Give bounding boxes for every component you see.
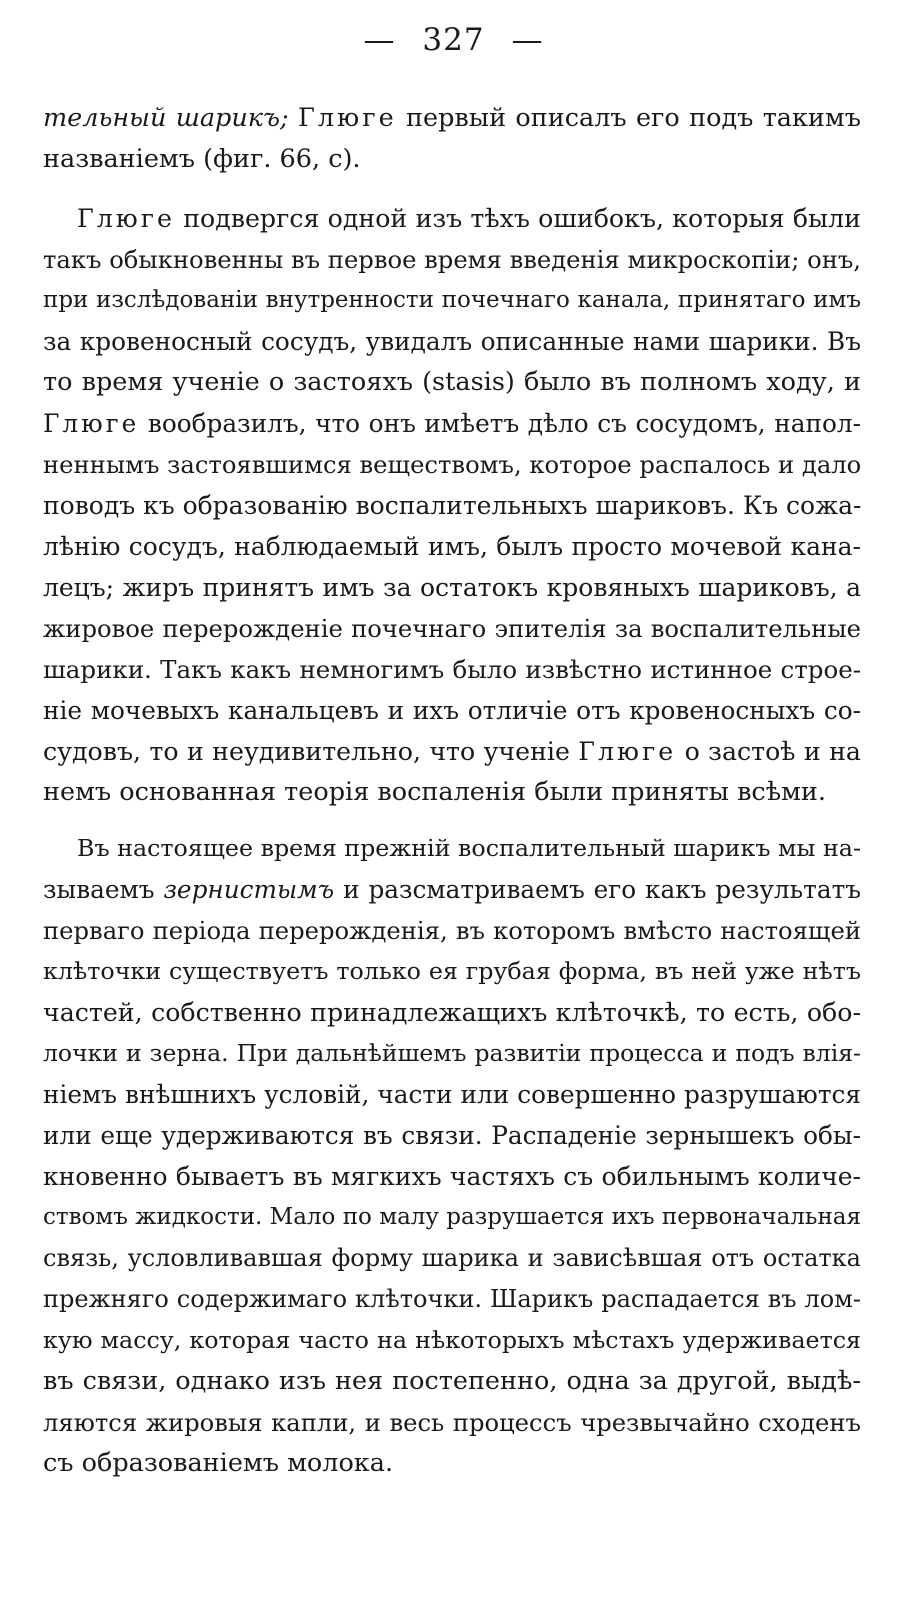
text-line: такъ обыкновенны въ первое время введенія микроскопіи; онъ, <box>43 245 861 274</box>
text-line: лецъ; жиръ принятъ имъ за остатокъ кровяныхъ шариковъ, а <box>43 573 861 602</box>
text-fragment: первый описалъ его подъ такимъ <box>406 103 861 133</box>
text-line: лочки и зерна. При дальнѣйшемъ развитіи процесса и подъ влія- <box>43 1039 861 1067</box>
text-line: неннымъ застоявшимся веществомъ, которое распалось и дало <box>43 450 862 479</box>
text-line <box>43 731 861 772</box>
page-number: 327 <box>422 22 485 58</box>
paragraph-1 <box>43 98 861 180</box>
text-line: ляются жировыя капли, и весь процессъ чрезвычайно сходенъ <box>43 1408 861 1437</box>
text-line <box>43 98 861 139</box>
text-line: перваго періода перерожденія, въ которомъ вмѣсто настоящей <box>43 916 861 945</box>
text-line: ніемъ внѣшнихъ условій, части или совершенно разрушаются <box>43 1080 861 1109</box>
text-line: жировое перерожденіе почечнаго эпителія за воспалительные <box>43 614 861 643</box>
author-name: Глюге <box>578 737 677 766</box>
italic-term: тельный шарикъ; <box>43 103 289 133</box>
author-name: Глюге <box>77 204 175 233</box>
text-line: лѣнію сосудъ, наблюдаемый имъ, былъ просто мочевой кана- <box>43 532 861 561</box>
header-dash-right: — <box>511 22 544 58</box>
text-line: то время ученіе о застояхъ (stasis) было въ полномъ ходу, и <box>43 367 861 397</box>
text-line: съ образованіемъ молока. <box>43 1448 394 1478</box>
text-line <box>43 869 861 910</box>
text-line <box>43 198 861 239</box>
text-line: клѣточки существуетъ только ея грубая форма, въ ней уже нѣтъ <box>43 957 861 985</box>
page-header <box>0 22 907 58</box>
text-line: или еще удерживаются въ связи. Распаденіе зернышекъ обы- <box>43 1121 861 1150</box>
text-line: за кровеносный сосудъ, увидалъ описанные нами шарики. Въ <box>43 327 861 356</box>
text-line: кую массу, которая часто на нѣкоторыхъ мѣстахъ удерживается <box>43 1326 861 1354</box>
text-fragment: подвергся одной изъ тѣхъ ошибокъ, которыя были <box>183 204 861 233</box>
text-line: названіемъ (фиг. 66, c). <box>43 144 361 174</box>
author-name: Глюге <box>43 409 140 438</box>
text-line: кновенно бываетъ въ мягкихъ частяхъ съ обильнымъ количе- <box>43 1162 861 1191</box>
text-line: связь, условливавшая форму шарика и зависѣвшая отъ остатка <box>43 1244 861 1272</box>
header-dash-left: — <box>363 22 396 58</box>
text-line: частей, собственно принадлежащихъ клѣточкѣ, то есть, обо- <box>43 998 861 1027</box>
text-line: поводъ къ образованію воспалительныхъ шариковъ. Къ сожа- <box>43 491 862 520</box>
text-fragment: зываемъ <box>43 875 155 904</box>
text-fragment: и разсматриваемъ его какъ результатъ <box>343 875 862 904</box>
text-line <box>43 403 861 444</box>
text-line: въ связи, однако изъ нея постепенно, одна за другой, выдѣ- <box>43 1366 861 1396</box>
text-line: ствомъ жидкости. Мало по малу разрушается ихъ первоначальная <box>43 1204 861 1230</box>
text-line: ніе мочевыхъ канальцевъ и ихъ отличіе отъ кровеносныхъ со- <box>43 696 861 725</box>
paragraph-3 <box>43 828 861 1484</box>
text-line: Въ настоящее время прежній воспалительный шарикъ мы на- <box>77 834 861 862</box>
text-line: при изслѣдованіи внутренности почечнаго канала, принятаго имъ <box>43 287 861 313</box>
text-fragment: вообразилъ, что онъ имѣетъ дѣло съ сосудомъ, напол- <box>147 409 861 438</box>
author-name: Глюге <box>297 103 397 133</box>
text-fragment: судовъ, то и неудивительно, что ученіе <box>43 737 570 766</box>
italic-term: зернистымъ <box>163 875 335 904</box>
text-line: шарики. Такъ какъ немногимъ было извѣстно истинное строе- <box>43 655 861 684</box>
text-line: прежняго содержимаго клѣточки. Шарикъ распадается въ лом- <box>43 1285 861 1313</box>
text-line: немъ основанная теорія воспаленія были приняты всѣми. <box>43 777 827 807</box>
paragraph-2 <box>43 198 861 813</box>
text-fragment: о застоѣ и на <box>684 737 861 766</box>
